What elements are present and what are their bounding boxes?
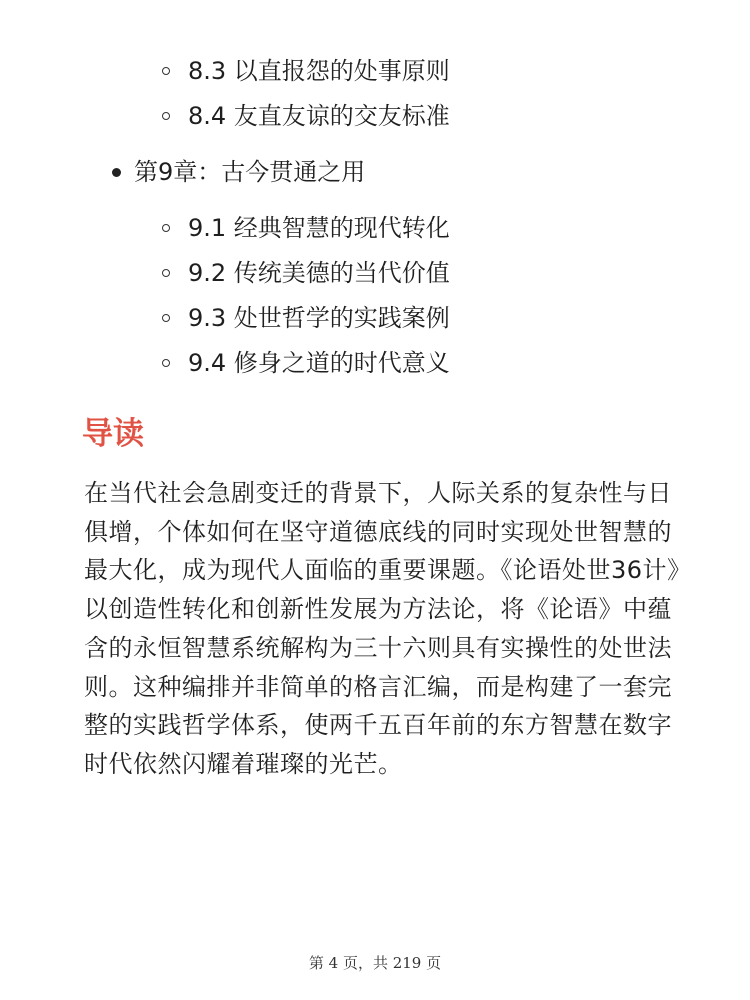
toc-item-label: 9.2 传统美德的当代价值 (188, 259, 450, 287)
hollow-circle-bullet-icon (162, 224, 170, 232)
toc-item-label: 9.3 处世哲学的实践案例 (188, 304, 450, 332)
toc-item-9-4[interactable] (160, 341, 450, 386)
toc-item-label: 8.3 以直报怨的处事原则 (188, 57, 450, 85)
toc-item-label: 9.4 修身之道的时代意义 (188, 349, 450, 377)
toc-item-label: 8.4 友直友谅的交友标准 (188, 102, 450, 130)
intro-paragraph: 在当代社会急剧变迁的背景下，人际关系的复杂性与日俱增，个体如何在坚守道德底线的同时实现处世智慧的最大化，成为现代人面临的重要课题。《论语处世36计》以创造性转化和创新性发展为方法论，将《论语》中蕴含的永恒智慧系统解构为三十六则具有实操性的处世法则。这种编排并非简单的格言汇编，而是构建了一套完整的实践哲学体系，使两千五百年前的东方智慧在数字时代依然闪耀着璀璨的光芒。 (84, 479, 680, 778)
toc-chapter-9[interactable] (110, 152, 365, 192)
chapter-8-subsection-list (160, 49, 450, 139)
chapter-9-subsection-list (160, 206, 450, 386)
toc-chapter-title: 第9章：古今贯通之用 (134, 158, 366, 186)
toc-item-9-3[interactable] (160, 296, 450, 341)
toc-item-8-3[interactable] (160, 49, 450, 94)
toc-item-8-4[interactable] (160, 94, 450, 139)
section-heading-intro: 导读 (82, 416, 144, 452)
toc-item-9-2[interactable] (160, 251, 450, 296)
hollow-circle-bullet-icon (162, 67, 170, 75)
hollow-circle-bullet-icon (162, 112, 170, 120)
hollow-circle-bullet-icon (162, 314, 170, 322)
hollow-circle-bullet-icon (162, 359, 170, 367)
toc-item-9-1[interactable] (160, 206, 450, 251)
hollow-circle-bullet-icon (162, 269, 170, 277)
page-number-footer: 第 4 页，共 219 页 (308, 954, 442, 972)
filled-circle-bullet-icon (112, 168, 121, 177)
toc-item-label: 9.1 经典智慧的现代转化 (188, 214, 450, 242)
